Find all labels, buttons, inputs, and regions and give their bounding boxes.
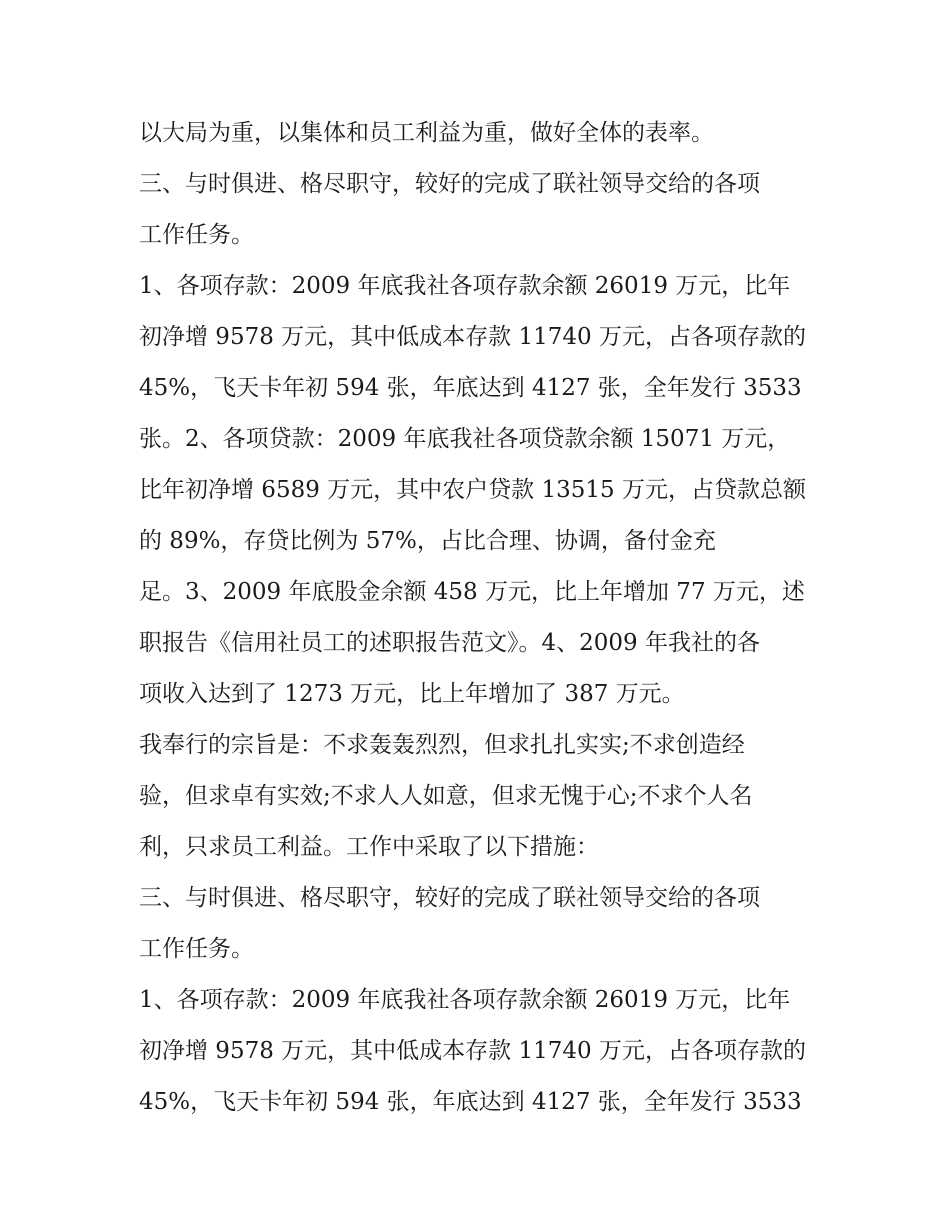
text-line: 初净增 9578 万元，其中低成本存款 11740 万元，占各项存款的: [139, 324, 806, 350]
text-line: 的 89%，存贷比例为 57%，占比合理、协调，备付金充: [139, 528, 716, 554]
text-line: 初净增 9578 万元，其中低成本存款 11740 万元，占各项存款的: [139, 1038, 806, 1064]
text-line: 我奉行的宗旨是：不求轰轰烈烈，但求扎扎实实;不求创造经: [139, 732, 745, 758]
text-line: 职报告《信用社员工的述职报告范文》。4、2009 年我社的各: [139, 630, 760, 656]
text-line: 1、各项存款：2009 年底我社各项存款余额 26019 万元，比年: [139, 987, 791, 1013]
text-line: 工作任务。: [139, 222, 254, 248]
text-line: 项收入达到了 1273 万元，比上年增加了 387 万元。: [139, 681, 685, 707]
text-line: 利，只求员工利益。工作中采取了以下措施：: [139, 834, 599, 860]
text-line: 45%，飞天卡年初 594 张，年底达到 4127 张，全年发行 3533: [139, 375, 802, 401]
text-line: 三、与时俱进、格尽职守，较好的完成了联社领导交给的各项: [139, 171, 760, 197]
text-line: 比年初净增 6589 万元，其中农户贷款 13515 万元，占贷款总额: [139, 477, 806, 503]
text-line: 足。3、2009 年底股金余额 458 万元，比上年增加 77 万元，述: [139, 579, 805, 605]
text-line: 以大局为重，以集体和员工利益为重，做好全体的表率。: [139, 120, 714, 146]
text-line: 45%，飞天卡年初 594 张，年底达到 4127 张，全年发行 3533: [139, 1089, 802, 1115]
text-line: 工作任务。: [139, 936, 254, 962]
text-line: 1、各项存款：2009 年底我社各项存款余额 26019 万元，比年: [139, 273, 791, 299]
text-line: 验，但求卓有实效;不求人人如意，但求无愧于心;不求个人名: [139, 783, 753, 809]
text-line: 张。2、各项贷款：2009 年底我社各项贷款余额 15071 万元，: [139, 426, 791, 452]
document-body: [139, 108, 829, 1128]
text-line: 三、与时俱进、格尽职守，较好的完成了联社领导交给的各项: [139, 885, 760, 911]
